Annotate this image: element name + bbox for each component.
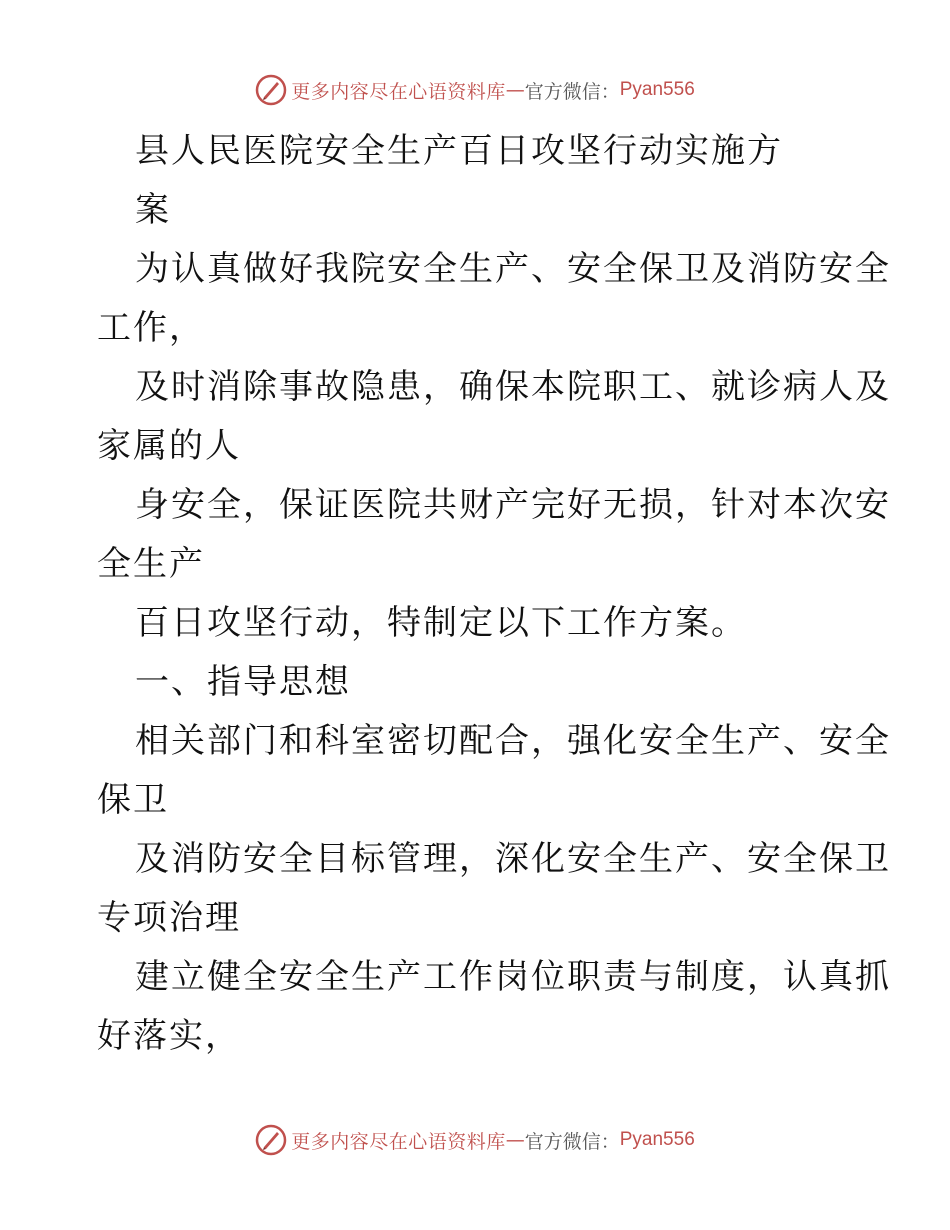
banner-official-label: 官方微信： [524, 1130, 620, 1153]
footer-watermark-banner [0, 1120, 950, 1160]
banner-text: 更多内容尽在心语资料库 [291, 1130, 506, 1153]
doc-line: 家属的人 [97, 426, 241, 466]
quill-logo-icon [255, 74, 287, 106]
doc-title-line-2: 案 [135, 190, 171, 230]
doc-line: 相关部门和科室密切配合，强化安全生产、安全 [135, 721, 891, 761]
doc-line: 好落实， [97, 1016, 241, 1056]
doc-line: 全生产 [97, 544, 205, 584]
banner-text: 更多内容尽在心语资料库 [291, 80, 506, 103]
banner-wechat-id: Pyan556 [619, 79, 695, 100]
doc-line: 及消防安全目标管理，深化安全生产、安全保卫 [135, 839, 891, 879]
banner-official-label: 官方微信： [524, 80, 620, 103]
banner-dash: — [505, 79, 525, 101]
doc-line: 工作， [97, 308, 205, 348]
banner-wechat-id: Pyan556 [619, 1129, 695, 1150]
document-body [97, 122, 891, 1066]
doc-title-line-1: 县人民医院安全生产百日攻坚行动实施方 [135, 131, 783, 171]
banner-dash: — [505, 1129, 525, 1151]
doc-line: 为认真做好我院安全生产、安全保卫及消防安全 [135, 249, 891, 289]
doc-line: 保卫 [97, 780, 169, 820]
doc-line: 百日攻坚行动，特制定以下工作方案。 [135, 603, 747, 643]
header-watermark-banner [0, 70, 950, 110]
doc-line: 身安全，保证医院共财产完好无损，针对本次安 [135, 485, 891, 525]
section-heading: 一、指导思想 [135, 662, 351, 702]
quill-logo-icon [255, 1124, 287, 1156]
doc-line: 及时消除事故隐患，确保本院职工、就诊病人及 [135, 367, 891, 407]
doc-line: 专项治理 [97, 898, 241, 938]
doc-line: 建立健全安全生产工作岗位职责与制度，认真抓 [135, 957, 891, 997]
